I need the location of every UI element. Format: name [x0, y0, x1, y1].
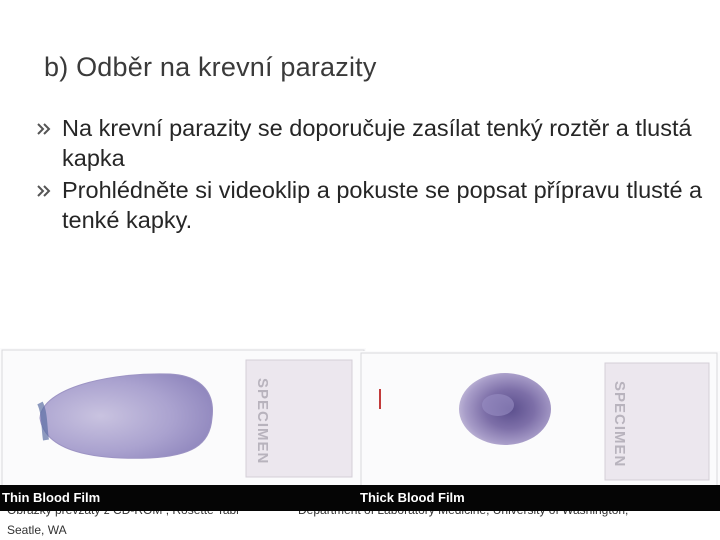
thick-film-label: Thick Blood Film [358, 485, 720, 511]
bullet-list [36, 113, 706, 237]
specimen-stamp: SPECIMEN [611, 381, 628, 468]
bullet-text: Na krevní parazity se doporučuje zasílat tenký roztěr a tlustá kapka [62, 115, 692, 171]
specimen-stamp: SPECIMEN [254, 378, 271, 465]
thin-film-label: Thin Blood Film [0, 485, 366, 511]
bullet-item [36, 113, 706, 173]
double-chevron-right-icon [36, 184, 52, 198]
bullet-item [36, 175, 706, 235]
image-credit-left: Seatle, WA [7, 523, 67, 537]
slide-title: b) Odběr na krevní parazity [44, 52, 377, 82]
bullet-text: Prohlédněte si videoklip a pokuste se popsat přípravu tlusté a tenké kapky. [62, 177, 703, 233]
thin-blood-film-image [0, 348, 366, 511]
thick-blood-film-image [358, 351, 720, 511]
double-chevron-right-icon [36, 122, 52, 136]
